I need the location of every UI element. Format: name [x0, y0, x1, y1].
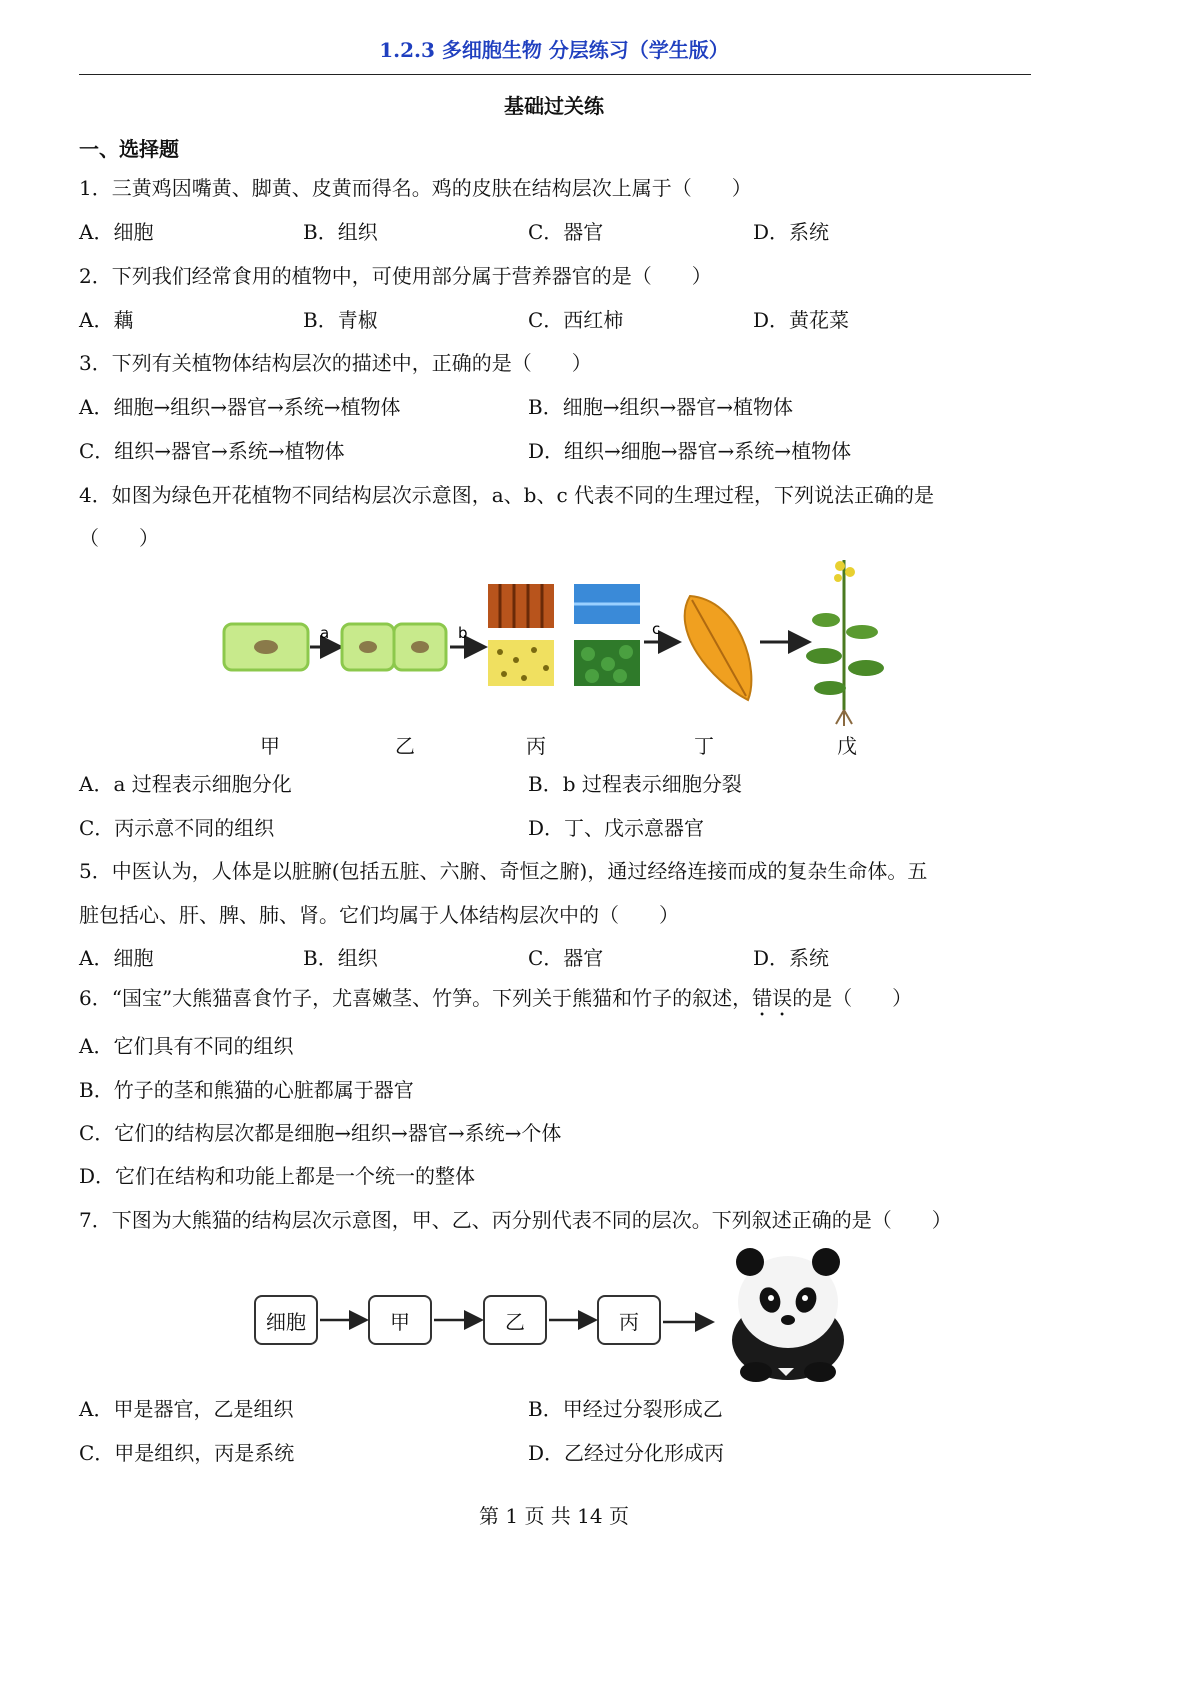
- level-box-yi: 乙: [483, 1295, 547, 1345]
- q7-option-a: A．甲是器官，乙是组织: [79, 1397, 294, 1421]
- fig-label-bing: 丙: [526, 734, 546, 758]
- question-1-stem: 1．三黄鸡因嘴黄、脚黄、皮黄而得名。鸡的皮肤在结构层次上属于（ ）: [79, 176, 752, 200]
- q4-option-a: A．a 过程表示细胞分化: [79, 772, 292, 796]
- q3-option-c: C．组织→器官→系统→植物体: [79, 439, 345, 463]
- q6-option-d: D．它们在结构和功能上都是一个统一的整体: [79, 1164, 476, 1188]
- q1-option-a: A．细胞: [79, 220, 154, 244]
- fig-label-ding: 丁: [694, 734, 714, 758]
- question-7-stem: 7．下图为大熊猫的结构层次示意图，甲、乙、丙分别代表不同的层次。下列叙述正确的是（ ）: [79, 1208, 952, 1232]
- question-6-stem: [79, 986, 912, 1021]
- panda-image: [732, 1248, 844, 1382]
- question-4-stem: 4．如图为绿色开花植物不同结构层次示意图，a、b、c 代表不同的生理过程，下列说法正确的是: [79, 483, 935, 507]
- q6-stem-post: 的是（ ）: [792, 986, 913, 1010]
- fig-label-yi: 乙: [395, 734, 415, 758]
- single-cell: [224, 624, 308, 670]
- question-4-stem-cont: （ ）: [79, 526, 159, 550]
- flowering-plant: [806, 560, 884, 726]
- tissue-samples: [488, 584, 640, 686]
- fig-label-wu: 戊: [837, 734, 857, 758]
- q2-option-a: A．藕: [79, 308, 134, 332]
- q4-option-b: B．b 过程表示细胞分裂: [528, 772, 742, 796]
- q3-option-a: A．细胞→组织→器官→系统→植物体: [79, 395, 401, 419]
- q6-stem-emphasis: 错误: [752, 986, 793, 1010]
- part-heading: 一、选择题: [79, 137, 179, 161]
- q1-option-c: C．器官: [528, 220, 604, 244]
- question-2-stem: 2．下列我们经常食用的植物中，可使用部分属于营养器官的是（ ）: [79, 264, 712, 288]
- q5-option-d: D．系统: [753, 946, 830, 970]
- q2-option-c: C．西红柿: [528, 308, 624, 332]
- arrow-label-c: c: [652, 620, 661, 638]
- plant-levels-figure: [220, 560, 900, 730]
- q3-option-b: B．细胞→组织→器官→植物体: [528, 395, 793, 419]
- plant-levels-illustration: [220, 560, 900, 730]
- q6-option-c: C．它们的结构层次都是细胞→组织→器官→系统→个体: [79, 1121, 562, 1145]
- q4-option-d: D．丁、戊示意器官: [528, 816, 705, 840]
- level-box-cell: 细胞: [254, 1295, 318, 1345]
- question-5-stem: 5．中医认为，人体是以脏腑(包括五脏、六腑、奇恒之腑)，通过经络连接而成的复杂生命体。五: [79, 859, 928, 883]
- q5-option-a: A．细胞: [79, 946, 154, 970]
- level-box-bing: 丙: [597, 1295, 661, 1345]
- arrow-label-b: b: [458, 624, 468, 642]
- q4-option-c: C．丙示意不同的组织: [79, 816, 275, 840]
- q7-option-b: B．甲经过分裂形成乙: [528, 1397, 723, 1421]
- question-3-stem: 3．下列有关植物体结构层次的描述中，正确的是（ ）: [79, 351, 592, 375]
- q1-option-b: B．组织: [303, 220, 378, 244]
- q2-option-d: D．黄花菜: [753, 308, 850, 332]
- panda-levels-figure: [250, 1240, 870, 1390]
- section-heading: 基础过关练: [504, 94, 604, 118]
- arrow-label-a: a: [320, 624, 330, 642]
- header-divider: [79, 74, 1031, 75]
- q7-option-d: D．乙经过分化形成丙: [528, 1441, 725, 1465]
- page-footer: 第 1 页 共 14 页: [479, 1504, 629, 1528]
- two-cells: [342, 624, 446, 670]
- leaf: [685, 596, 752, 700]
- q7-option-c: C．甲是组织，丙是系统: [79, 1441, 295, 1465]
- q6-option-a: A．它们具有不同的组织: [79, 1034, 294, 1058]
- q1-option-d: D．系统: [753, 220, 830, 244]
- question-5-stem-cont: 脏包括心、肝、脾、肺、肾。它们均属于人体结构层次中的（ ）: [79, 903, 679, 927]
- q2-option-b: B．青椒: [303, 308, 378, 332]
- level-box-jia: 甲: [368, 1295, 432, 1345]
- fig-label-jia: 甲: [260, 734, 280, 758]
- q6-stem-pre: 6．“国宝”大熊猫喜食竹子，尤喜嫩茎、竹笋。下列关于熊猫和竹子的叙述，: [79, 986, 753, 1010]
- q6-option-b: B．竹子的茎和熊猫的心脏都属于器官: [79, 1078, 414, 1102]
- page-title: 1.2.3 多细胞生物 分层练习（学生版）: [379, 38, 729, 62]
- q5-option-b: B．组织: [303, 946, 378, 970]
- q5-option-c: C．器官: [528, 946, 604, 970]
- q3-option-d: D．组织→细胞→器官→系统→植物体: [528, 439, 852, 463]
- panda-flow-arrows: [250, 1240, 870, 1390]
